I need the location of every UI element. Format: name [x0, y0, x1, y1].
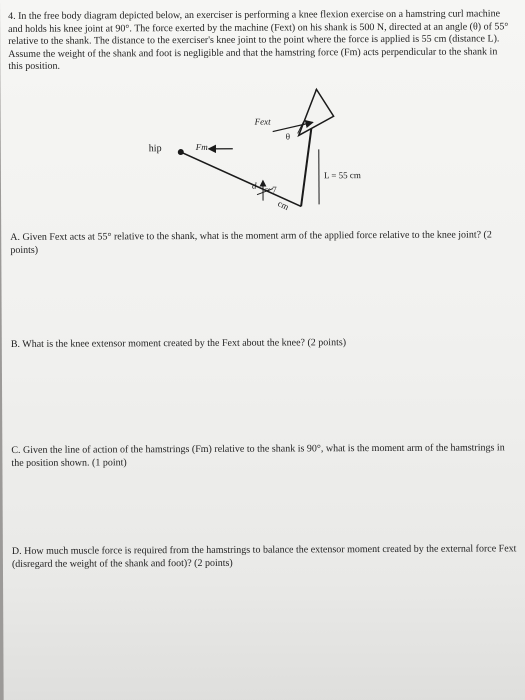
fext-label: Fext: [254, 116, 271, 127]
cm-label: cm: [276, 198, 291, 212]
problem-statement: 4. In the free body diagram depicted below, an exerciser is performing a knee flexion exercise on a hamstring curl machine and holds his knee joint at 90°. The force exerted by the machine (Fext) on his shank is 500 N, directed at an angle (θ) of 55° relative to the shank. The distance to the exerciser's knee joint to the point where the force is applied is 55 cm (distance L). Assume the weight of the shank and foot is negligible and that the hamstring force (Fm) acts perpendicular to the shank in this position.: [8, 8, 509, 72]
length-label: L = 55 cm: [323, 170, 361, 181]
d-label: d: [251, 180, 257, 191]
question-d: D. How much muscle force is required from the hamstrings to balance the extensor moment created by the external force Fext (disregard the weight of the shank and foot)? (2 points): [11, 543, 517, 570]
question-c: C. Given the line of action of the hamstrings (Fm) relative to the shank is 90°, what is the moment arm of the hamstrings in the position shown. (1 point): [11, 442, 505, 469]
hip-label: hip: [148, 143, 162, 155]
question-a: A. Given Fext acts at 55° relative to the shank, what is the moment arm of the applied force relative to the knee joint? (2 points): [10, 229, 492, 256]
hip-joint-dot: [178, 149, 184, 155]
ankle-pad: [298, 89, 333, 135]
d-value-label: ≈ 7: [264, 184, 277, 195]
fm-label: Fm: [195, 141, 208, 152]
theta-label: θ: [285, 131, 291, 142]
question-b: B. What is the knee extensor moment created by the Fext about the knee? (2 points): [10, 337, 347, 350]
